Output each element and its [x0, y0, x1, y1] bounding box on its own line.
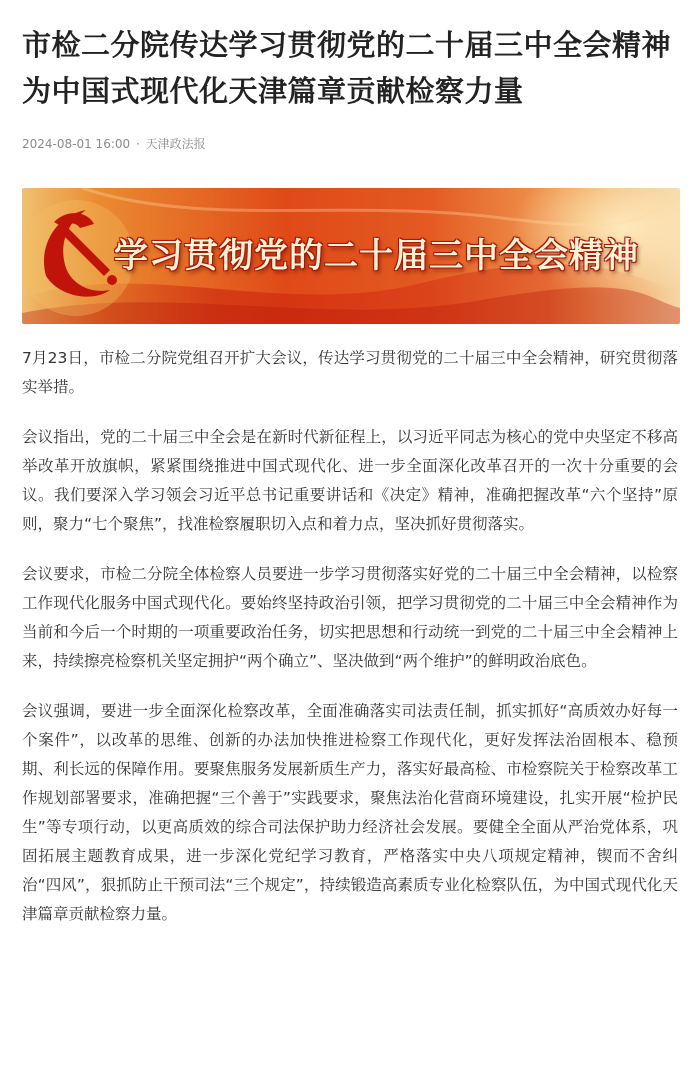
- paragraph: 7月23日，市检二分院党组召开扩大会议，传达学习贯彻党的二十届三中全会精神，研究贯彻落实举措。: [22, 349, 678, 396]
- paragraph: 会议指出，党的二十届三中全会是在新时代新征程上，以习近平同志为核心的党中央坚定不移高举改革开放旗帜，紧紧围绕推进中国式现代化、进一步全面深化改革召开的一次十分重要的会议。我们要深入学习领会习近平总书记重要讲话和《决定》精神，准确把握改革“六个坚持”原则，聚力“七个聚焦”，找准检察履职切入点和着力点，坚决抓好贯彻落实。: [22, 428, 678, 533]
- publish-date: 2024-08-01 16:00: [22, 137, 131, 151]
- article-meta: [22, 135, 678, 153]
- meta-separator: ·: [135, 137, 140, 151]
- paragraph: 会议要求，市检二分院全体检察人员要进一步学习贯彻落实好党的二十届三中全会精神，以检察工作现代化服务中国式现代化。要始终坚持政治引领，把学习贯彻党的二十届三中全会精神作为当前和今后一个时期的一项重要政治任务，切实把思想和行动统一到党的二十届三中全会精神上来，持续擦亮检察机关坚定拥护“两个确立”、坚决做到“两个维护”的鲜明政治底色。: [22, 565, 678, 670]
- paragraph: 会议强调，要进一步全面深化检察改革，全面准确落实司法责任制，抓实抓好“高质效办好每一个案件”，以改革的思维、创新的办法加快推进检察工作现代化，更好发挥法治固根本、稳预期、利长远的保障作用。要聚焦服务发展新质生产力，落实好最高检、市检察院关于检察改革工作规划部署要求，准确把握“三个善于”实践要求，聚焦法治化营商环境建设，扎实开展“检护民生”等专项行动，以更高质效的综合司法保护助力经济社会发展。要健全全面从严治党体系，巩固拓展主题教育成果，进一步深化党纪学习教育，严格落实中央八项规定精神，锲而不舍纠治“四风”，狠抓防止干预司法“三个规定”，持续锻造高素质专业化检察队伍，为中国式现代化天津篇章贡献检察力量。: [22, 702, 678, 923]
- article-title: 市检二分院传达学习贯彻党的二十届三中全会精神 为中国式现代化天津篇章贡献检察力量: [22, 28, 672, 108]
- article-banner-image: [22, 188, 680, 324]
- banner-slogan: 学习贯彻党的二十届三中全会精神: [114, 236, 639, 276]
- article-source[interactable]: 天津政法报: [145, 137, 206, 151]
